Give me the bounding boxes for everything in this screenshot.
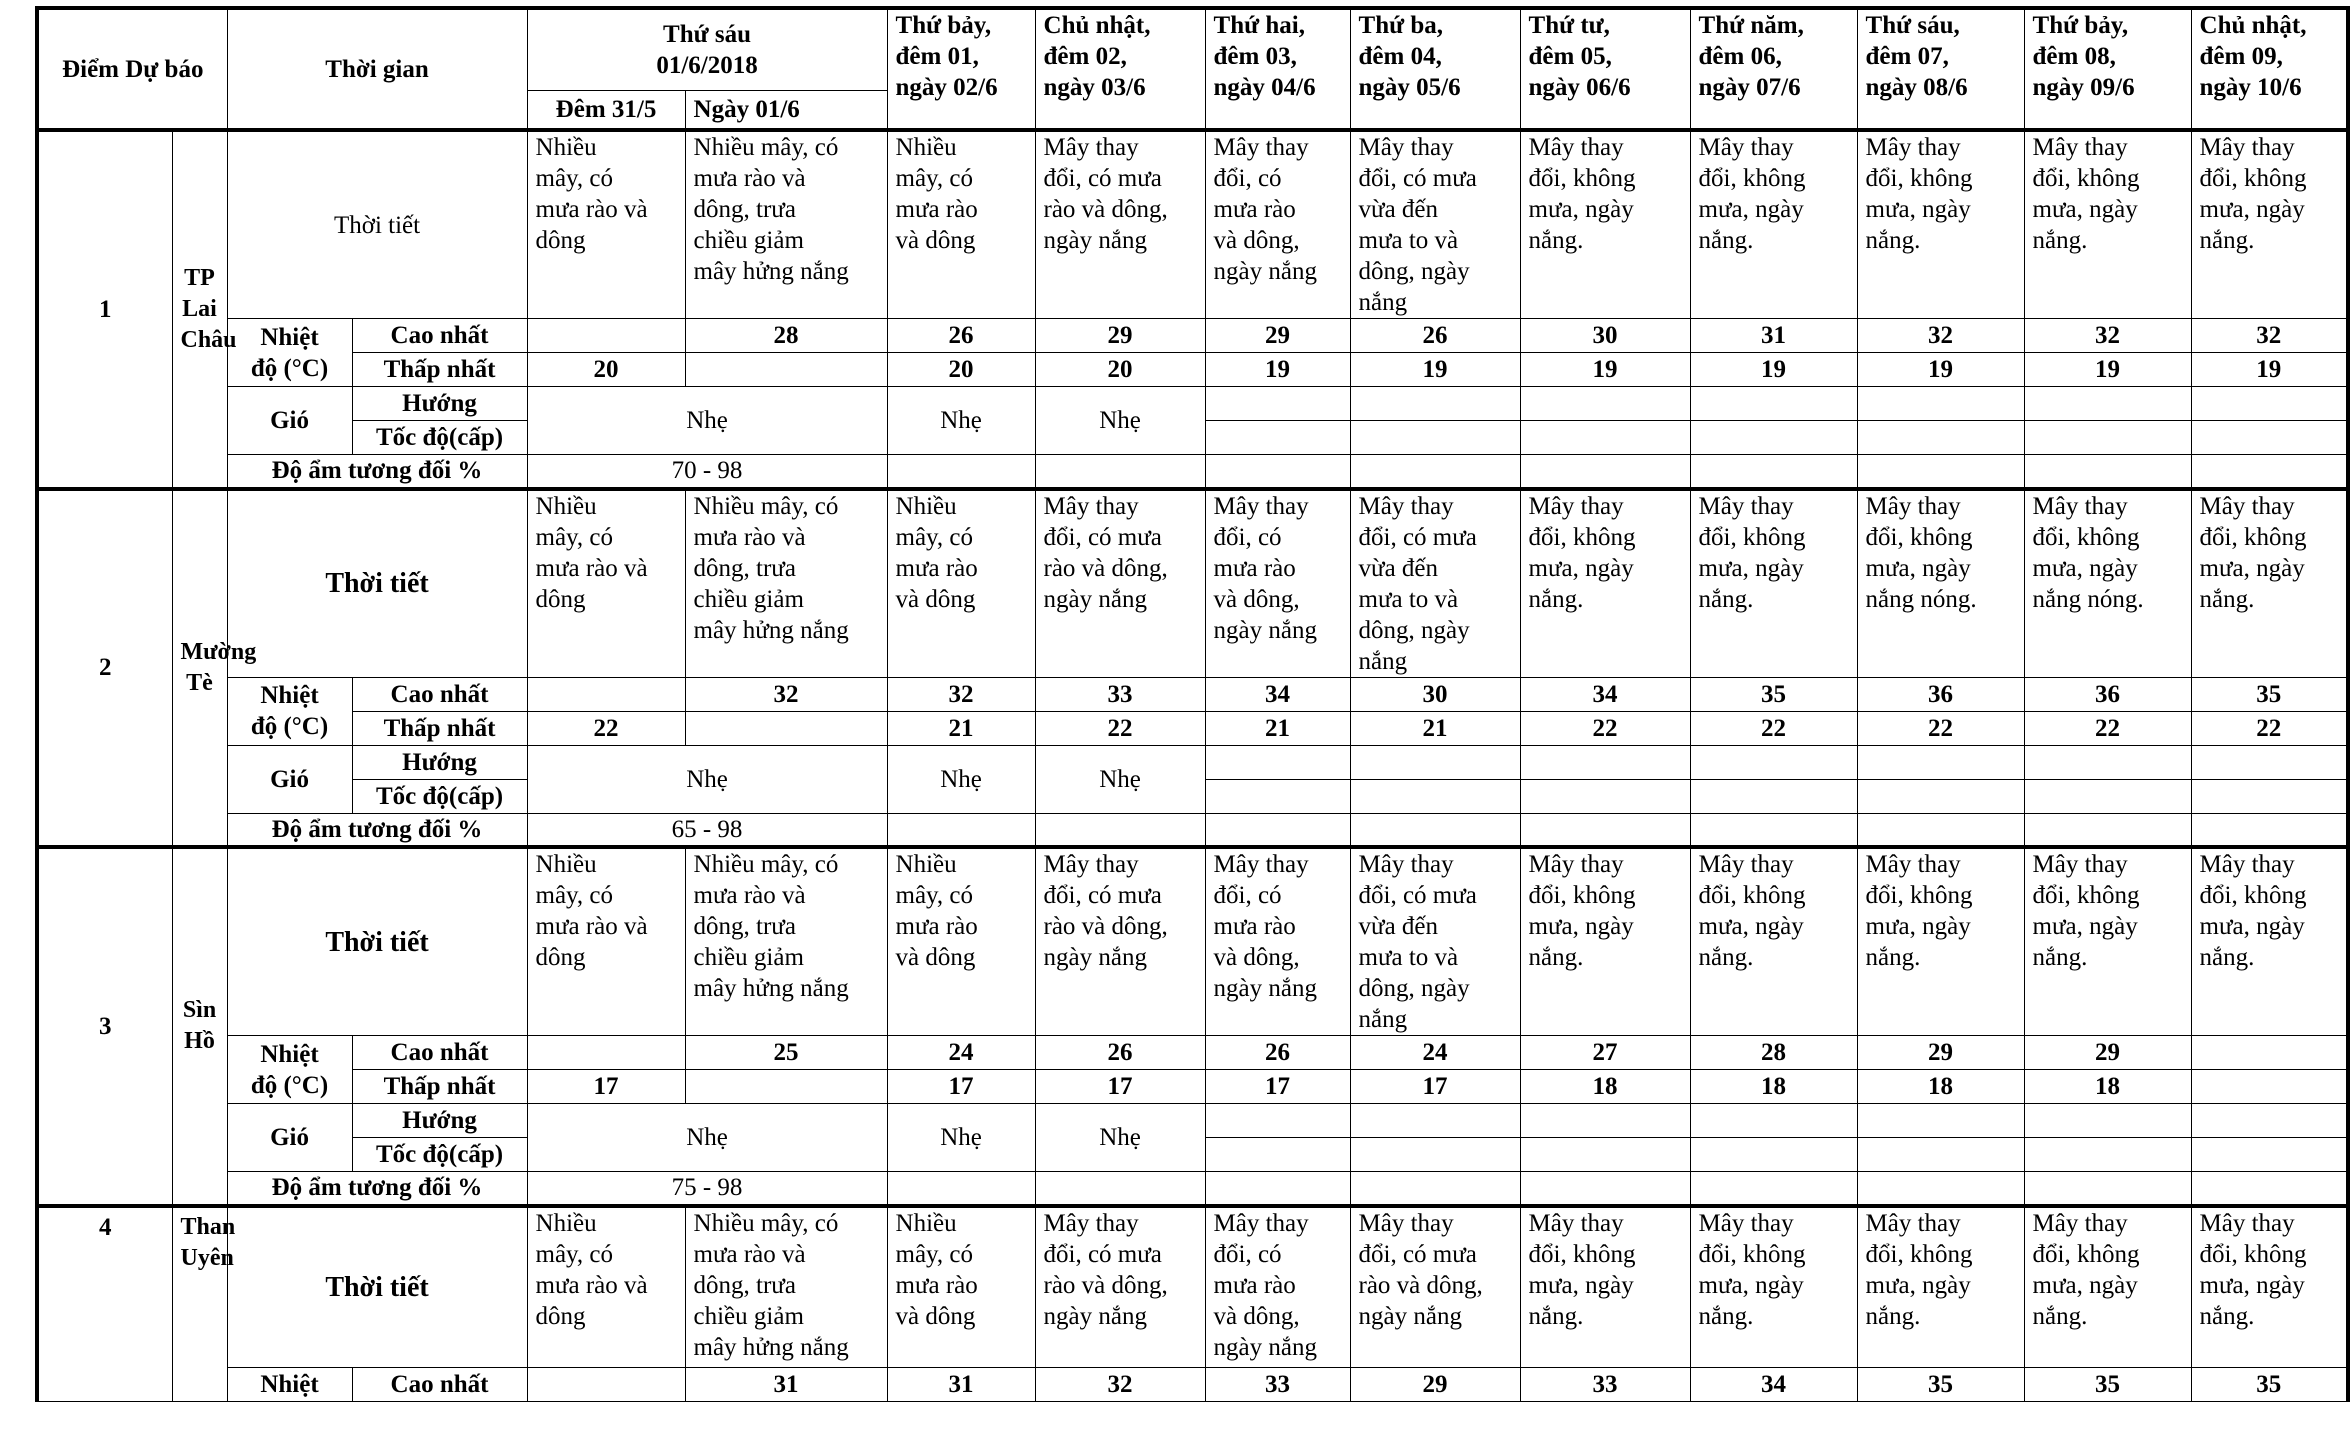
max-value: 29 — [2024, 1036, 2191, 1070]
min-value: 19 — [2191, 353, 2348, 387]
weather-cell: Nhiều mây, có mưa rào và dông — [887, 489, 1035, 678]
max-value: 32 — [685, 677, 887, 711]
humidity-value: 70 - 98 — [527, 455, 887, 489]
day-line: ngày 02/6 — [895, 74, 998, 101]
day-line: đêm 09, — [2199, 43, 2283, 70]
day-line: Thứ năm, — [1698, 12, 1804, 39]
weather-cell: Mây thay đổi, không mưa, ngày nắng. — [1520, 1206, 1690, 1368]
max-value: 33 — [1520, 1368, 1690, 1402]
min-value: 19 — [1205, 353, 1350, 387]
wind-value: Nhẹ — [527, 745, 887, 813]
wind-value: Nhẹ — [887, 387, 1035, 455]
max-value — [527, 1368, 685, 1402]
header-day-3 — [1350, 8, 1520, 130]
min-label: Thấp nhất — [352, 353, 527, 387]
weather-cell: Nhiều mây, có mưa rào và dông — [887, 130, 1035, 319]
weather-cell: Mây thay đổi, có mưa rào và dông, ngày nắng — [1205, 1206, 1350, 1368]
max-value: 29 — [1857, 1036, 2024, 1070]
day-line: Chủ nhật, — [1043, 12, 1151, 39]
min-value: 17 — [1205, 1070, 1350, 1104]
day-line: ngày 07/6 — [1698, 74, 1801, 101]
day-line: đêm 05, — [1528, 43, 1612, 70]
min-value: 22 — [1857, 711, 2024, 745]
min-value: 21 — [1205, 711, 1350, 745]
weather-cell: Mây thay đổi, có mưa rào và dông, ngày nắng — [1205, 847, 1350, 1036]
weather-cell: Mây thay đổi, không mưa, ngày nắng. — [1520, 489, 1690, 678]
weather-cell: Mây thay đổi, không mưa, ngày nắng. — [1857, 847, 2024, 1036]
min-value: 18 — [2024, 1070, 2191, 1104]
wind-label: Gió — [227, 1104, 352, 1172]
min-value: 17 — [1350, 1070, 1520, 1104]
max-value: 36 — [2024, 677, 2191, 711]
header-day-1 — [1035, 8, 1205, 130]
station-name-line: Mường — [180, 638, 257, 665]
forecast-table — [35, 6, 2350, 1402]
weather-cell: Mây thay đổi, có mưa rào và dông, ngày nắng — [1205, 130, 1350, 319]
weather-cell: Mây thay đổi, không mưa, ngày nắng. — [2191, 1206, 2348, 1368]
weather-cell: Mây thay đổi, không mưa, ngày nắng. — [2024, 1206, 2191, 1368]
min-value — [2191, 1070, 2348, 1104]
weather-cell: Mây thay đổi, không mưa, ngày nắng. — [1690, 1206, 1857, 1368]
temp-label: Nhiệt độ (°C) — [227, 319, 352, 387]
min-value: 22 — [1520, 711, 1690, 745]
weather-label: Thời tiết — [227, 847, 527, 1036]
weather-cell: Nhiều mây, có mưa rào và dông, trưa chiều giảm mây hửng nắng — [685, 847, 887, 1036]
weather-cell: Nhiều mây, có mưa rào và dông, trưa chiều giảm mây hửng nắng — [685, 130, 887, 319]
min-value: 19 — [1520, 353, 1690, 387]
day-line: Thứ ba, — [1358, 12, 1444, 39]
wind-value: Nhẹ — [887, 745, 1035, 813]
header-day-5 — [1690, 8, 1857, 130]
max-value: 32 — [1857, 319, 2024, 353]
day-line: Thứ sáu, — [1865, 12, 1960, 39]
weather-cell: Mây thay đổi, không mưa, ngày nắng. — [1520, 847, 1690, 1036]
max-value: 34 — [1520, 677, 1690, 711]
header-friday-title: Thứ sáu — [663, 20, 751, 48]
header-day-7 — [2024, 8, 2191, 130]
header-station: Điểm Dự báo — [37, 8, 227, 130]
day-line: đêm 03, — [1213, 43, 1297, 70]
humidity-label: Độ ẩm tương đối % — [227, 455, 527, 489]
day-line: đêm 06, — [1698, 43, 1782, 70]
max-value: 35 — [1690, 677, 1857, 711]
min-value: 22 — [1690, 711, 1857, 745]
day-line: ngày 05/6 — [1358, 74, 1461, 101]
header-day-4 — [1520, 8, 1690, 130]
header-friday-date: 01/6/2018 — [656, 51, 758, 79]
min-value: 22 — [1035, 711, 1205, 745]
max-value: 35 — [2024, 1368, 2191, 1402]
max-value: 35 — [1857, 1368, 2024, 1402]
max-value: 26 — [1205, 1036, 1350, 1070]
min-value: 21 — [1350, 711, 1520, 745]
wind-value: Nhẹ — [1035, 387, 1205, 455]
station-name — [172, 847, 227, 1206]
humidity-label: Độ ẩm tương đối % — [227, 1172, 527, 1206]
max-value — [2191, 1036, 2348, 1070]
max-value: 24 — [887, 1036, 1035, 1070]
wind-value: Nhẹ — [887, 1104, 1035, 1172]
day-line: ngày 03/6 — [1043, 74, 1146, 101]
wind-speed-label: Tốc độ(cấp) — [352, 779, 527, 813]
weather-cell: Mây thay đổi, không mưa, ngày nắng. — [1690, 847, 1857, 1036]
min-value: 22 — [2024, 711, 2191, 745]
weather-cell: Nhiều mây, có mưa rào và dông — [527, 1206, 685, 1368]
weather-cell: Mây thay đổi, có mưa vừa đến mưa to và dông, ngày nắng — [1350, 130, 1520, 319]
weather-cell: Nhiều mây, có mưa rào và dông — [887, 847, 1035, 1036]
wind-label: Gió — [227, 387, 352, 455]
temp-label: Nhiệt — [227, 1368, 352, 1402]
wind-speed-label: Tốc độ(cấp) — [352, 421, 527, 455]
header-day-6 — [1857, 8, 2024, 130]
min-value: 20 — [887, 353, 1035, 387]
max-value: 31 — [685, 1368, 887, 1402]
max-value: 26 — [1035, 1036, 1205, 1070]
header-night-31: Đêm 31/5 — [527, 90, 685, 130]
max-value: 32 — [1035, 1368, 1205, 1402]
min-value: 19 — [2024, 353, 2191, 387]
wind-direction-label: Hướng — [352, 387, 527, 421]
day-line: ngày 09/6 — [2032, 74, 2135, 101]
max-value: 29 — [1205, 319, 1350, 353]
weather-cell: Nhiều mây, có mưa rào và dông — [527, 489, 685, 678]
min-value — [685, 711, 887, 745]
humidity-value: 75 - 98 — [527, 1172, 887, 1206]
header-friday — [527, 8, 887, 90]
station-name — [172, 1206, 236, 1402]
max-label: Cao nhất — [352, 1036, 527, 1070]
max-value: 34 — [1690, 1368, 1857, 1402]
min-value: 20 — [1035, 353, 1205, 387]
station-number: 2 — [37, 489, 172, 848]
day-line: đêm 07, — [1865, 43, 1949, 70]
min-value: 19 — [1350, 353, 1520, 387]
station-name-line: Than — [180, 1213, 236, 1240]
max-value: 32 — [2024, 319, 2191, 353]
max-value: 27 — [1520, 1036, 1690, 1070]
min-value: 19 — [1690, 353, 1857, 387]
weather-cell: Mây thay đổi, có mưa rào và dông, ngày nắng — [1035, 847, 1205, 1036]
weather-cell: Mây thay đổi, có mưa rào và dông, ngày nắng — [1205, 489, 1350, 678]
wind-value: Nhẹ — [1035, 745, 1205, 813]
station-name-line: Uyên — [180, 1244, 234, 1271]
day-line: đêm 08, — [2032, 43, 2116, 70]
max-value: 35 — [2191, 1368, 2348, 1402]
max-value: 31 — [1690, 319, 1857, 353]
day-line: đêm 04, — [1358, 43, 1442, 70]
max-value: 31 — [887, 1368, 1035, 1402]
header-day-8 — [2191, 8, 2348, 130]
station-number: 4 — [37, 1206, 172, 1402]
station-name-line: Tè — [186, 669, 213, 696]
wind-direction-label: Hướng — [352, 745, 527, 779]
max-value: 25 — [685, 1036, 887, 1070]
min-value: 17 — [527, 1070, 685, 1104]
station-name — [172, 130, 237, 489]
weather-cell: Mây thay đổi, có mưa vừa đến mưa to và dông, ngày nắng — [1350, 489, 1520, 678]
max-value: 26 — [887, 319, 1035, 353]
day-line: đêm 02, — [1043, 43, 1127, 70]
day-line: ngày 04/6 — [1213, 74, 1316, 101]
min-value: 17 — [1035, 1070, 1205, 1104]
min-value: 18 — [1520, 1070, 1690, 1104]
humidity-label: Độ ẩm tương đối % — [227, 813, 527, 847]
weather-cell: Mây thay đổi, không mưa, ngày nắng. — [1857, 1206, 2024, 1368]
max-label: Cao nhất — [352, 1368, 527, 1402]
min-value: 21 — [887, 711, 1035, 745]
max-value: 32 — [2191, 319, 2348, 353]
station-name-line: TP — [184, 264, 215, 291]
day-line: Thứ hai, — [1213, 12, 1305, 39]
max-value — [527, 677, 685, 711]
day-line: Thứ bảy, — [895, 12, 992, 39]
weather-cell: Nhiều mây, có mưa rào và dông, trưa chiều giảm mây hửng nắng — [685, 1206, 887, 1368]
max-value: 30 — [1520, 319, 1690, 353]
max-value — [527, 1036, 685, 1070]
header-time: Thời gian — [227, 8, 527, 130]
min-value — [685, 1070, 887, 1104]
weather-cell: Mây thay đổi, có mưa rào và dông, ngày nắng — [1035, 1206, 1205, 1368]
min-label: Thấp nhất — [352, 711, 527, 745]
day-line: ngày 10/6 — [2199, 74, 2302, 101]
max-value: 32 — [887, 677, 1035, 711]
max-value: 28 — [685, 319, 887, 353]
station-name-line: Sìn Hồ — [182, 997, 217, 1055]
day-line: Chủ nhật, — [2199, 12, 2307, 39]
wind-value: Nhẹ — [527, 387, 887, 455]
max-value: 34 — [1205, 677, 1350, 711]
max-value: 24 — [1350, 1036, 1520, 1070]
max-value: 30 — [1350, 677, 1520, 711]
weather-label: Thời tiết — [227, 489, 527, 678]
min-value — [685, 353, 887, 387]
wind-label: Gió — [227, 745, 352, 813]
max-label: Cao nhất — [352, 319, 527, 353]
weather-cell: Mây thay đổi, có mưa rào và dông, ngày nắng — [1035, 130, 1205, 319]
max-value: 35 — [2191, 677, 2348, 711]
max-value: 33 — [1205, 1368, 1350, 1402]
weather-cell: Nhiều mây, có mưa rào và dông — [887, 1206, 1035, 1368]
weather-cell: Mây thay đổi, không mưa, ngày nắng. — [2024, 847, 2191, 1036]
weather-cell: Mây thay đổi, không mưa, ngày nắng. — [2191, 489, 2348, 678]
weather-cell: Nhiều mây, có mưa rào và dông, trưa chiều giảm mây hửng nắng — [685, 489, 887, 678]
min-value: 22 — [527, 711, 685, 745]
weather-cell: Mây thay đổi, không mưa, ngày nắng nóng. — [2024, 489, 2191, 678]
min-value: 22 — [2191, 711, 2348, 745]
min-value: 18 — [1690, 1070, 1857, 1104]
max-value: 28 — [1690, 1036, 1857, 1070]
header-day-01: Ngày 01/6 — [685, 90, 887, 130]
weather-cell: Mây thay đổi, không mưa, ngày nắng. — [2024, 130, 2191, 319]
min-value: 20 — [527, 353, 685, 387]
min-label: Thấp nhất — [352, 1070, 527, 1104]
wind-value: Nhẹ — [1035, 1104, 1205, 1172]
min-value: 18 — [1857, 1070, 2024, 1104]
min-value: 17 — [887, 1070, 1035, 1104]
max-value: 29 — [1350, 1368, 1520, 1402]
station-name-line: Châu — [180, 326, 237, 353]
weather-cell: Mây thay đổi, có mưa vừa đến mưa to và dông, ngày nắng — [1350, 847, 1520, 1036]
max-value: 26 — [1350, 319, 1520, 353]
temp-label: Nhiệt độ (°C) — [227, 677, 352, 745]
max-value: 36 — [1857, 677, 2024, 711]
wind-direction-label: Hướng — [352, 1104, 527, 1138]
weather-cell: Mây thay đổi, không mưa, ngày nắng. — [1690, 489, 1857, 678]
weather-cell: Nhiều mây, có mưa rào và dông — [527, 847, 685, 1036]
temp-label: Nhiệt độ (°C) — [227, 1036, 352, 1104]
min-value: 19 — [1857, 353, 2024, 387]
day-line: ngày 08/6 — [1865, 74, 1968, 101]
day-line: Thứ bảy, — [2032, 12, 2129, 39]
weather-label: Thời tiết — [227, 130, 527, 319]
weather-cell: Mây thay đổi, không mưa, ngày nắng. — [1857, 130, 2024, 319]
header-day-2 — [1205, 8, 1350, 130]
weather-cell: Mây thay đổi, có mưa rào và dông, ngày nắng — [1035, 489, 1205, 678]
day-line: ngày 06/6 — [1528, 74, 1631, 101]
wind-speed-label: Tốc độ(cấp) — [352, 1138, 527, 1172]
wind-value: Nhẹ — [527, 1104, 887, 1172]
day-line: đêm 01, — [895, 43, 979, 70]
station-name-line: Lai — [182, 295, 217, 322]
station-name — [172, 489, 257, 848]
max-label: Cao nhất — [352, 677, 527, 711]
station-number: 3 — [37, 847, 172, 1206]
humidity-value: 65 - 98 — [527, 813, 887, 847]
weather-cell: Nhiều mây, có mưa rào và dông — [527, 130, 685, 319]
weather-cell: Mây thay đổi, không mưa, ngày nắng. — [2191, 130, 2348, 319]
weather-label: Thời tiết — [227, 1206, 527, 1368]
weather-cell: Mây thay đổi, không mưa, ngày nắng. — [1690, 130, 1857, 319]
day-line: Thứ tư, — [1528, 12, 1610, 39]
weather-cell: Mây thay đổi, có mưa rào và dông, ngày nắng — [1350, 1206, 1520, 1368]
weather-cell: Mây thay đổi, không mưa, ngày nắng nóng. — [1857, 489, 2024, 678]
max-value: 29 — [1035, 319, 1205, 353]
weather-cell: Mây thay đổi, không mưa, ngày nắng. — [2191, 847, 2348, 1036]
max-value: 33 — [1035, 677, 1205, 711]
header-day-0 — [887, 8, 1035, 130]
weather-cell: Mây thay đổi, không mưa, ngày nắng. — [1520, 130, 1690, 319]
station-number: 1 — [37, 130, 172, 489]
max-value — [527, 319, 685, 353]
